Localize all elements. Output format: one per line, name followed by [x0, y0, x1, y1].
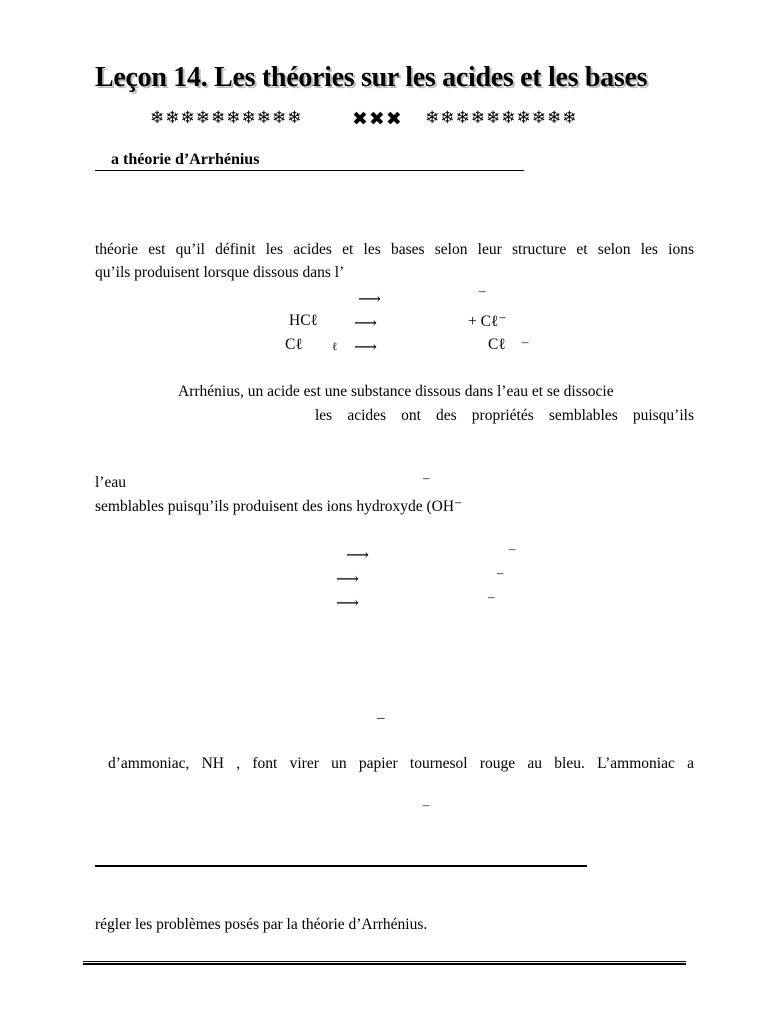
equation2-arrow: ⟶: [354, 315, 375, 332]
base-equation3-charge: –: [488, 589, 495, 604]
section-divider: [95, 865, 587, 867]
paragraph4-charge: –: [423, 797, 430, 812]
paragraph3-line2: semblables puisqu’ils produisent des ions hydroxyde (OH⁻: [95, 498, 463, 515]
equation3-arrow: ⟶: [354, 339, 375, 356]
paragraph5-line1: régler les problèmes posés par la théorie d’Arrhénius.: [95, 916, 428, 933]
decorative-border-right: ❄❄❄❄❄❄❄❄❄❄: [425, 108, 578, 127]
base-equation2-charge: –: [497, 565, 504, 580]
equation3-reactant: Cℓ: [285, 336, 303, 353]
decorative-border-left: ❄❄❄❄❄❄❄❄❄❄: [150, 108, 303, 127]
equation1-arrow: ⟶: [358, 291, 379, 308]
page-title: Leçon 14. Les théories sur les acides et les bases: [95, 62, 648, 93]
equation3-charge: –: [522, 334, 529, 349]
equation1-charge: –: [479, 283, 486, 298]
paragraph3-line1: l’eau: [95, 474, 126, 491]
isolated-charge: –: [377, 710, 385, 726]
paragraph4-line1: d’ammoniac, NH , font virer un papier tournesol rouge au bleu. L’ammoniac a: [108, 755, 694, 772]
equation3-subscript: ℓ: [332, 341, 338, 353]
paragraph2-line1: Arrhénius, un acide est une substance dissous dans l’eau et se dissocie: [178, 383, 614, 400]
section-heading: a théorie d’Arrhénius: [95, 151, 524, 171]
base-equation1-charge: –: [509, 541, 516, 556]
paragraph1-line2: qu’ils produisent lorsque dissous dans l’: [95, 264, 345, 281]
equation2-reactant: HCℓ: [289, 312, 318, 329]
paragraph3-charge: –: [423, 470, 430, 485]
decorative-border-center: ✖✖✖: [352, 109, 403, 130]
equation3-product: Cℓ: [488, 336, 506, 353]
base-equation2-arrow: ⟶: [336, 571, 357, 588]
paragraph2-line2: les acides ont des propriétés semblables puisqu’ils: [315, 407, 694, 424]
paragraph1-line1: théorie est qu’il définit les acides et les bases selon leur structure et selon les ions: [95, 241, 694, 258]
base-equation3-arrow: ⟶: [336, 595, 357, 612]
page-footer-rule: [83, 961, 686, 965]
equation2-product: + Cℓ⁻: [468, 313, 507, 330]
base-equation1-arrow: ⟶: [346, 547, 367, 564]
